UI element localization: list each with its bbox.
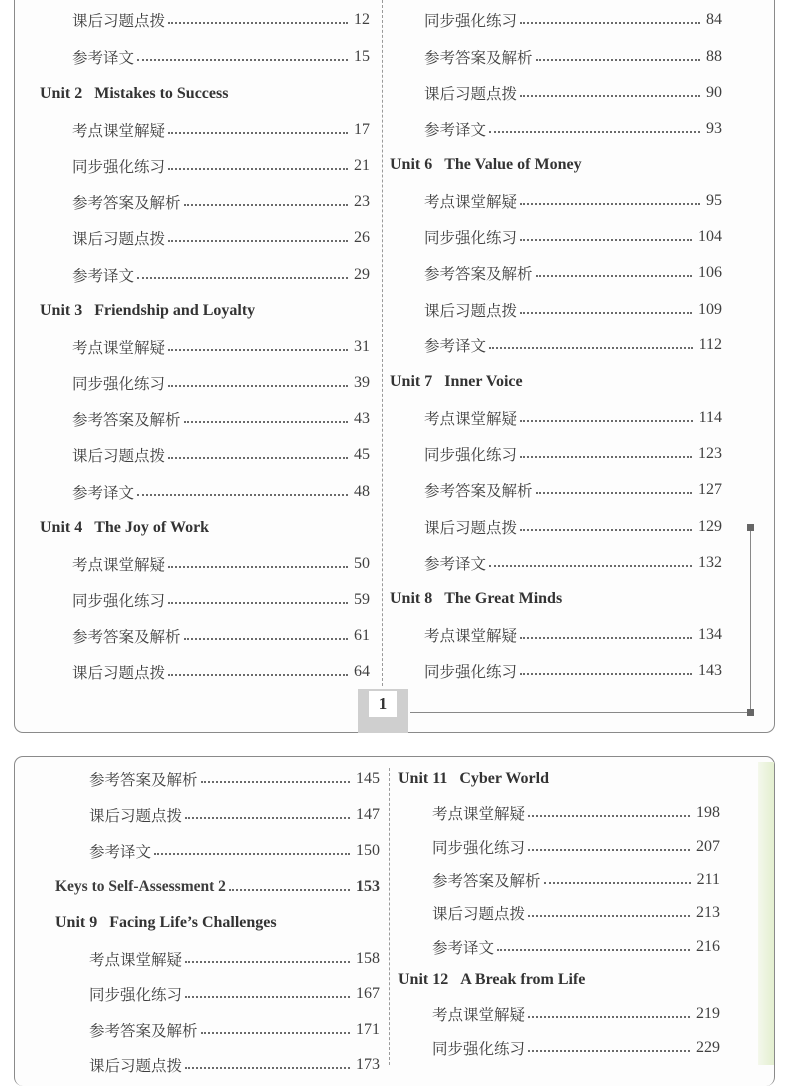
page-ref: 50 xyxy=(354,555,370,572)
entry-title: 考点课堂解疑 xyxy=(72,339,166,357)
unit-title: Cyber World xyxy=(459,770,549,787)
entry-title: 同步强化练习 xyxy=(72,158,166,176)
corner-bracket-horizontal xyxy=(410,712,750,713)
leader-dots xyxy=(528,1016,690,1018)
entry-title: 考点课堂解疑 xyxy=(432,1006,526,1024)
page-edge-decoration xyxy=(758,762,774,1065)
entry-title: 课后习题点拨 xyxy=(432,905,526,923)
page-ref: 15 xyxy=(354,48,370,65)
toc-entry[interactable] xyxy=(72,587,370,613)
toc-entry[interactable] xyxy=(432,800,720,826)
entry-title: 参考答案及解析 xyxy=(89,1022,198,1040)
leader-dots xyxy=(528,915,690,917)
entry-title: 同步强化练习 xyxy=(89,986,183,1004)
page-ref: 29 xyxy=(354,266,370,283)
entry-title: 课后习题点拨 xyxy=(424,519,518,537)
entry-title: 课后习题点拨 xyxy=(72,230,166,248)
page-ref: 26 xyxy=(354,229,370,246)
toc-entry[interactable] xyxy=(432,867,720,893)
unit-title: Friendship and Loyalty xyxy=(94,302,256,319)
page-ref: 171 xyxy=(356,1021,380,1038)
leader-dots xyxy=(184,204,348,206)
entry-title: 考点课堂解疑 xyxy=(424,193,518,211)
toc-entry[interactable] xyxy=(89,766,380,792)
page-ref: 143 xyxy=(698,662,722,679)
toc-entry[interactable] xyxy=(72,117,370,143)
page-ref: 61 xyxy=(354,627,370,644)
toc-entry[interactable] xyxy=(72,623,370,649)
entry-title: 参考译文 xyxy=(72,49,135,67)
entry-title: 参考译文 xyxy=(89,843,152,861)
unit-title: The Joy of Work xyxy=(94,519,210,536)
page-ref: 150 xyxy=(356,842,380,859)
page-ref: 134 xyxy=(698,626,722,643)
page-ref: 23 xyxy=(354,193,370,210)
leader-dots xyxy=(520,22,700,24)
leader-dots xyxy=(168,22,348,24)
entry-title: 考点课堂解疑 xyxy=(72,556,166,574)
page-ref: 213 xyxy=(696,904,720,921)
entry-title: 参考译文 xyxy=(432,939,495,957)
leader-dots xyxy=(528,1050,690,1052)
unit-heading xyxy=(390,586,562,612)
toc-entry[interactable] xyxy=(432,900,720,926)
page-ref: 219 xyxy=(696,1005,720,1022)
leader-dots xyxy=(185,1067,350,1069)
leader-dots xyxy=(168,457,348,459)
unit-title: A Break from Life xyxy=(460,971,586,988)
toc-entry[interactable] xyxy=(424,44,722,70)
page-ref: 48 xyxy=(354,483,370,500)
toc-entry[interactable] xyxy=(424,297,722,323)
page-ref: 31 xyxy=(354,338,370,355)
entry-title: 课后习题点拨 xyxy=(424,302,518,320)
leader-dots xyxy=(497,949,690,951)
leader-dots xyxy=(536,59,700,61)
entry-title: 参考译文 xyxy=(424,555,487,573)
page-ref: 43 xyxy=(354,410,370,427)
leader-dots xyxy=(489,565,692,567)
page-ref: 21 xyxy=(354,157,370,174)
leader-dots xyxy=(489,131,700,133)
leader-dots xyxy=(520,420,693,422)
leader-dots xyxy=(520,312,692,314)
toc-entry[interactable] xyxy=(432,834,720,860)
page-ref: 211 xyxy=(696,871,720,888)
leader-dots xyxy=(229,889,350,891)
toc-entry[interactable] xyxy=(72,442,370,468)
page-ref: 45 xyxy=(354,446,370,463)
page-ref: 145 xyxy=(356,770,380,787)
leader-dots xyxy=(520,203,700,205)
entry-title: 同步强化练习 xyxy=(424,12,518,30)
unit-heading xyxy=(55,910,277,936)
toc-entry[interactable] xyxy=(424,224,722,250)
leader-dots xyxy=(154,853,350,855)
toc-entry[interactable] xyxy=(72,189,370,215)
entry-title: 同步强化练习 xyxy=(432,1040,526,1058)
toc-entry[interactable] xyxy=(72,551,370,577)
entry-title: 考点课堂解疑 xyxy=(72,122,166,140)
column-divider-bottom xyxy=(389,768,390,1065)
page-ref: 132 xyxy=(698,554,722,571)
page-number-badge xyxy=(358,689,408,733)
page-ref: 106 xyxy=(698,264,722,281)
page-ref: 127 xyxy=(698,481,722,498)
page-ref: 114 xyxy=(698,409,722,426)
entry-title: 同步强化练习 xyxy=(424,446,518,464)
unit-heading xyxy=(390,369,523,395)
unit-title: Facing Life’s Challenges xyxy=(109,914,277,931)
entry-title: 参考译文 xyxy=(72,484,135,502)
entry-title: 参考答案及解析 xyxy=(89,771,198,789)
toc-entry[interactable] xyxy=(72,406,370,432)
entry-title: 参考答案及解析 xyxy=(72,411,181,429)
unit-number: Unit 4 xyxy=(40,519,83,536)
entry-title: 同步强化练习 xyxy=(72,375,166,393)
toc-entry[interactable] xyxy=(72,370,370,396)
unit-title: The Value of Money xyxy=(444,156,582,173)
toc-entry[interactable] xyxy=(424,405,722,431)
toc-entry[interactable] xyxy=(424,477,722,503)
toc-entry[interactable] xyxy=(424,7,722,33)
leader-dots xyxy=(520,529,692,531)
toc-entry[interactable] xyxy=(424,441,722,467)
leader-dots xyxy=(520,673,692,675)
page-ref: 158 xyxy=(356,950,380,967)
leader-dots xyxy=(185,996,350,998)
leader-dots xyxy=(137,59,348,61)
page-ref: 64 xyxy=(354,663,370,680)
page-ref: 95 xyxy=(706,192,722,209)
leader-dots xyxy=(536,492,692,494)
unit-heading xyxy=(390,152,582,178)
entry-title: 考点课堂解疑 xyxy=(424,627,518,645)
leader-dots xyxy=(168,602,348,604)
page-ref: 198 xyxy=(696,804,720,821)
toc-entry[interactable] xyxy=(424,80,722,106)
leader-dots xyxy=(520,239,692,241)
unit-title: Inner Voice xyxy=(444,373,523,390)
leader-dots xyxy=(137,494,348,496)
page-ref: 207 xyxy=(696,838,720,855)
leader-dots xyxy=(168,674,348,676)
entry-title: 参考答案及解析 xyxy=(424,49,533,67)
unit-title: Mistakes to Success xyxy=(94,85,229,102)
entry-title: 参考译文 xyxy=(424,337,487,355)
leader-dots xyxy=(520,95,700,97)
toc-entry[interactable] xyxy=(89,838,380,864)
column-divider-top xyxy=(382,0,383,686)
toc-entry[interactable] xyxy=(72,44,370,70)
leader-dots xyxy=(168,132,348,134)
unit-heading xyxy=(398,766,549,792)
entry-title: 考点课堂解疑 xyxy=(89,951,183,969)
entry-title: 参考答案及解析 xyxy=(424,265,533,283)
page-ref: 90 xyxy=(706,84,722,101)
page-ref: 109 xyxy=(698,301,722,318)
leader-dots xyxy=(185,961,350,963)
leader-dots xyxy=(185,817,350,819)
toc-entry[interactable] xyxy=(89,946,380,972)
leader-dots xyxy=(168,385,348,387)
entry-title: 同步强化练习 xyxy=(424,229,518,247)
entry-title: 同步强化练习 xyxy=(72,592,166,610)
leader-dots xyxy=(168,240,348,242)
unit-heading xyxy=(40,515,209,541)
corner-bracket-vertical xyxy=(750,527,751,713)
leader-dots xyxy=(201,781,350,783)
page-ref: 84 xyxy=(706,11,722,28)
entry-title: 课后习题点拨 xyxy=(72,12,166,30)
unit-number: Unit 7 xyxy=(390,373,433,390)
toc-entry[interactable] xyxy=(424,332,722,358)
toc-entry[interactable] xyxy=(432,934,720,960)
leader-dots xyxy=(520,456,692,458)
toc-entry[interactable] xyxy=(89,1017,380,1043)
leader-dots xyxy=(528,849,690,851)
entry-title: 课后习题点拨 xyxy=(424,85,518,103)
toc-entry[interactable] xyxy=(424,658,722,684)
toc-entry[interactable] xyxy=(424,188,722,214)
unit-number: Unit 8 xyxy=(390,590,433,607)
leader-dots xyxy=(168,168,348,170)
unit-number: Unit 2 xyxy=(40,85,83,102)
page-ref: 59 xyxy=(354,591,370,608)
leader-dots xyxy=(489,347,693,349)
leader-dots xyxy=(544,882,691,884)
leader-dots xyxy=(168,566,348,568)
entry-title: 课后习题点拨 xyxy=(72,664,166,682)
unit-heading xyxy=(40,298,255,324)
toc-entry[interactable] xyxy=(72,153,370,179)
toc-entry[interactable] xyxy=(72,262,370,288)
page-ref: 229 xyxy=(696,1039,720,1056)
unit-number: Unit 12 xyxy=(398,971,449,988)
page-ref: 167 xyxy=(356,985,380,1002)
entry-title: 考点课堂解疑 xyxy=(424,410,518,428)
toc-entry[interactable] xyxy=(89,802,380,828)
unit-number: Unit 9 xyxy=(55,914,98,931)
toc-entry[interactable] xyxy=(72,225,370,251)
page-ref: 123 xyxy=(698,445,722,462)
leader-dots xyxy=(520,637,692,639)
entry-title: 同步强化练习 xyxy=(432,839,526,857)
toc-entry[interactable] xyxy=(72,659,370,685)
leader-dots xyxy=(137,277,348,279)
entry-title: 参考答案及解析 xyxy=(72,194,181,212)
page-ref: 93 xyxy=(706,120,722,137)
page-ref: 216 xyxy=(696,938,720,955)
page-ref: 129 xyxy=(698,518,722,535)
unit-number: Unit 11 xyxy=(398,770,448,787)
toc-entry[interactable] xyxy=(432,1001,720,1027)
leader-dots xyxy=(184,638,348,640)
toc-entry[interactable] xyxy=(72,7,370,33)
bracket-square-marker-top xyxy=(747,524,754,531)
page-number: 1 xyxy=(369,691,397,717)
entry-title: 参考译文 xyxy=(424,121,487,139)
toc-entry[interactable] xyxy=(424,622,722,648)
entry-title: 参考答案及解析 xyxy=(432,872,541,890)
entry-title: 课后习题点拨 xyxy=(89,1057,183,1075)
unit-heading xyxy=(398,967,585,993)
unit-number: Unit 3 xyxy=(40,302,83,319)
toc-entry[interactable] xyxy=(424,550,722,576)
entry-title: 参考答案及解析 xyxy=(424,482,533,500)
unit-number: Unit 6 xyxy=(390,156,433,173)
toc-entry[interactable] xyxy=(432,1035,720,1061)
entry-title: 同步强化练习 xyxy=(424,663,518,681)
toc-entry-keys[interactable] xyxy=(55,874,380,900)
entry-title: Keys to Self-Assessment 2 xyxy=(55,878,226,895)
leader-dots xyxy=(168,349,348,351)
page-ref: 147 xyxy=(356,806,380,823)
toc-entry[interactable] xyxy=(424,116,722,142)
page-ref: 12 xyxy=(354,11,370,28)
toc-entry[interactable] xyxy=(424,260,722,286)
entry-title: 参考译文 xyxy=(72,267,135,285)
bracket-square-marker-bottom xyxy=(747,709,754,716)
page-ref: 104 xyxy=(698,228,722,245)
leader-dots xyxy=(201,1032,350,1034)
toc-entry[interactable] xyxy=(89,981,380,1007)
entry-title: 考点课堂解疑 xyxy=(432,805,526,823)
entry-title: 参考答案及解析 xyxy=(72,628,181,646)
page-ref: 17 xyxy=(354,121,370,138)
entry-title: 课后习题点拨 xyxy=(89,807,183,825)
toc-entry[interactable] xyxy=(72,334,370,360)
unit-heading xyxy=(40,81,228,107)
leader-dots xyxy=(536,275,692,277)
toc-entry[interactable] xyxy=(424,514,722,540)
toc-entry[interactable] xyxy=(72,479,370,505)
page-ref: 173 xyxy=(356,1056,380,1073)
page-ref: 153 xyxy=(356,878,380,895)
toc-entry[interactable] xyxy=(89,1052,380,1078)
page-ref: 88 xyxy=(706,48,722,65)
leader-dots xyxy=(528,815,690,817)
entry-title: 课后习题点拨 xyxy=(72,447,166,465)
page-ref: 39 xyxy=(354,374,370,391)
unit-title: The Great Minds xyxy=(444,590,563,607)
leader-dots xyxy=(184,421,348,423)
page-ref: 112 xyxy=(698,336,722,353)
